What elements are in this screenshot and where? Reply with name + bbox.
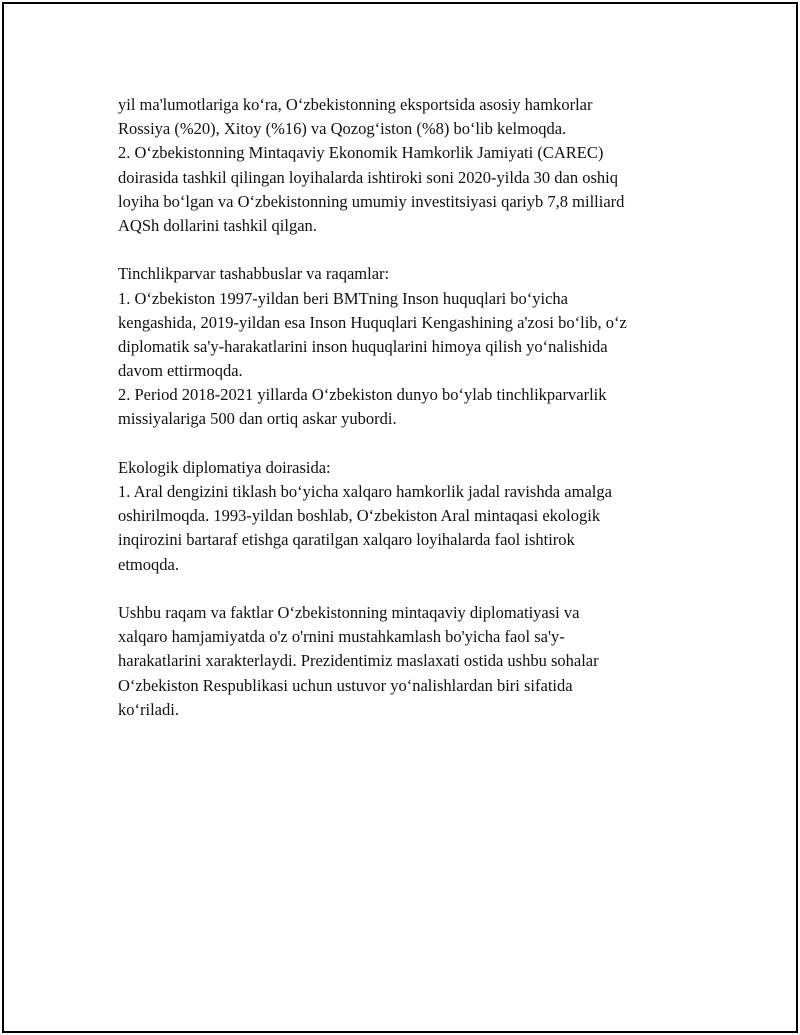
paragraph-spacer: [118, 432, 718, 456]
text-line: missiyalariga 500 dan ortiq askar yubordi.: [118, 409, 397, 429]
paragraph-trade-partners: [118, 93, 718, 238]
text-line: 2. Period 2018-2021 yillarda O‘zbekiston dunyo bo‘ylab tinchlikparvarlik: [118, 385, 607, 405]
section-heading-ecology: Ekologik diplomatiya doirasida:: [118, 457, 331, 477]
text-line: davom ettirmoqda.: [118, 361, 243, 381]
section-ecological-diplomacy: [118, 456, 718, 577]
text-line: Ushbu raqam va faktlar O‘zbekistonning mintaqaviy diplomatiyasi va: [118, 602, 580, 622]
text-line: ko‘riladi.: [118, 699, 179, 719]
text-line: loyiha bo‘lgan va O‘zbekistonning umumiy investitsiyasi qariyb 7,8 milliard: [118, 191, 625, 211]
text-line: 1. O‘zbekiston 1997-yildan beri BMTning Inson huquqlari bo‘yicha: [118, 288, 569, 308]
text-line: 2. O‘zbekistonning Mintaqaviy Ekonomik Hamkorlik Jamiyati (CAREC): [118, 143, 604, 163]
text-line: etmoqda.: [118, 554, 179, 574]
document-body: [118, 93, 718, 722]
text-line: xalqaro hamjamiyatda o'z o'rnini mustahkamlash bo'yicha faol sa'y-: [118, 627, 565, 647]
text-line: harakatlarini xarakterlaydi. Prezidentimiz maslaxati ostida ushbu sohalar: [118, 651, 599, 671]
paragraph-spacer: [118, 238, 718, 262]
text-line: oshirilmoqda. 1993-yildan boshlab, O‘zbekiston Aral mintaqasi ekologik: [118, 506, 601, 526]
section-peacekeeping: [118, 262, 718, 431]
text-line: inqirozini bartaraf etishga qaratilgan xalqaro loyihalarda faol ishtirok: [118, 530, 575, 550]
text-line: yil ma'lumotlariga ko‘ra, O‘zbekistonning eksportsida asosiy hamkorlar: [118, 95, 593, 114]
text-line: kengashida, 2019-yildan esa Inson Huquqlari Kengashining a'zosi bo‘lib, o‘z: [118, 312, 627, 332]
text-line: doirasida tashkil qilingan loyihalarda ishtiroki soni 2020-yilda 30 dan oshiq: [118, 167, 618, 187]
text-line: diplomatik sa'y-harakatlarini inson huquqlarini himoya qilish yo‘nalishida: [118, 336, 608, 356]
text-line: AQSh dollarini tashkil qilgan.: [118, 215, 317, 235]
paragraph-spacer: [118, 577, 718, 601]
paragraph-conclusion: [118, 601, 718, 722]
text-line: 1. Aral dengizini tiklash bo‘yicha xalqaro hamkorlik jadal ravishda amalga: [118, 482, 612, 501]
section-heading-peacekeeping: Tinchlikparvar tashabbuslar va raqamlar:: [118, 264, 390, 284]
text-line: O‘zbekiston Respublikasi uchun ustuvor yo‘nalishlardan biri sifatida: [118, 675, 573, 695]
text-line: Rossiya (%20), Xitoy (%16) va Qozog‘iston (%8) bo‘lib kelmoqda.: [118, 119, 567, 139]
